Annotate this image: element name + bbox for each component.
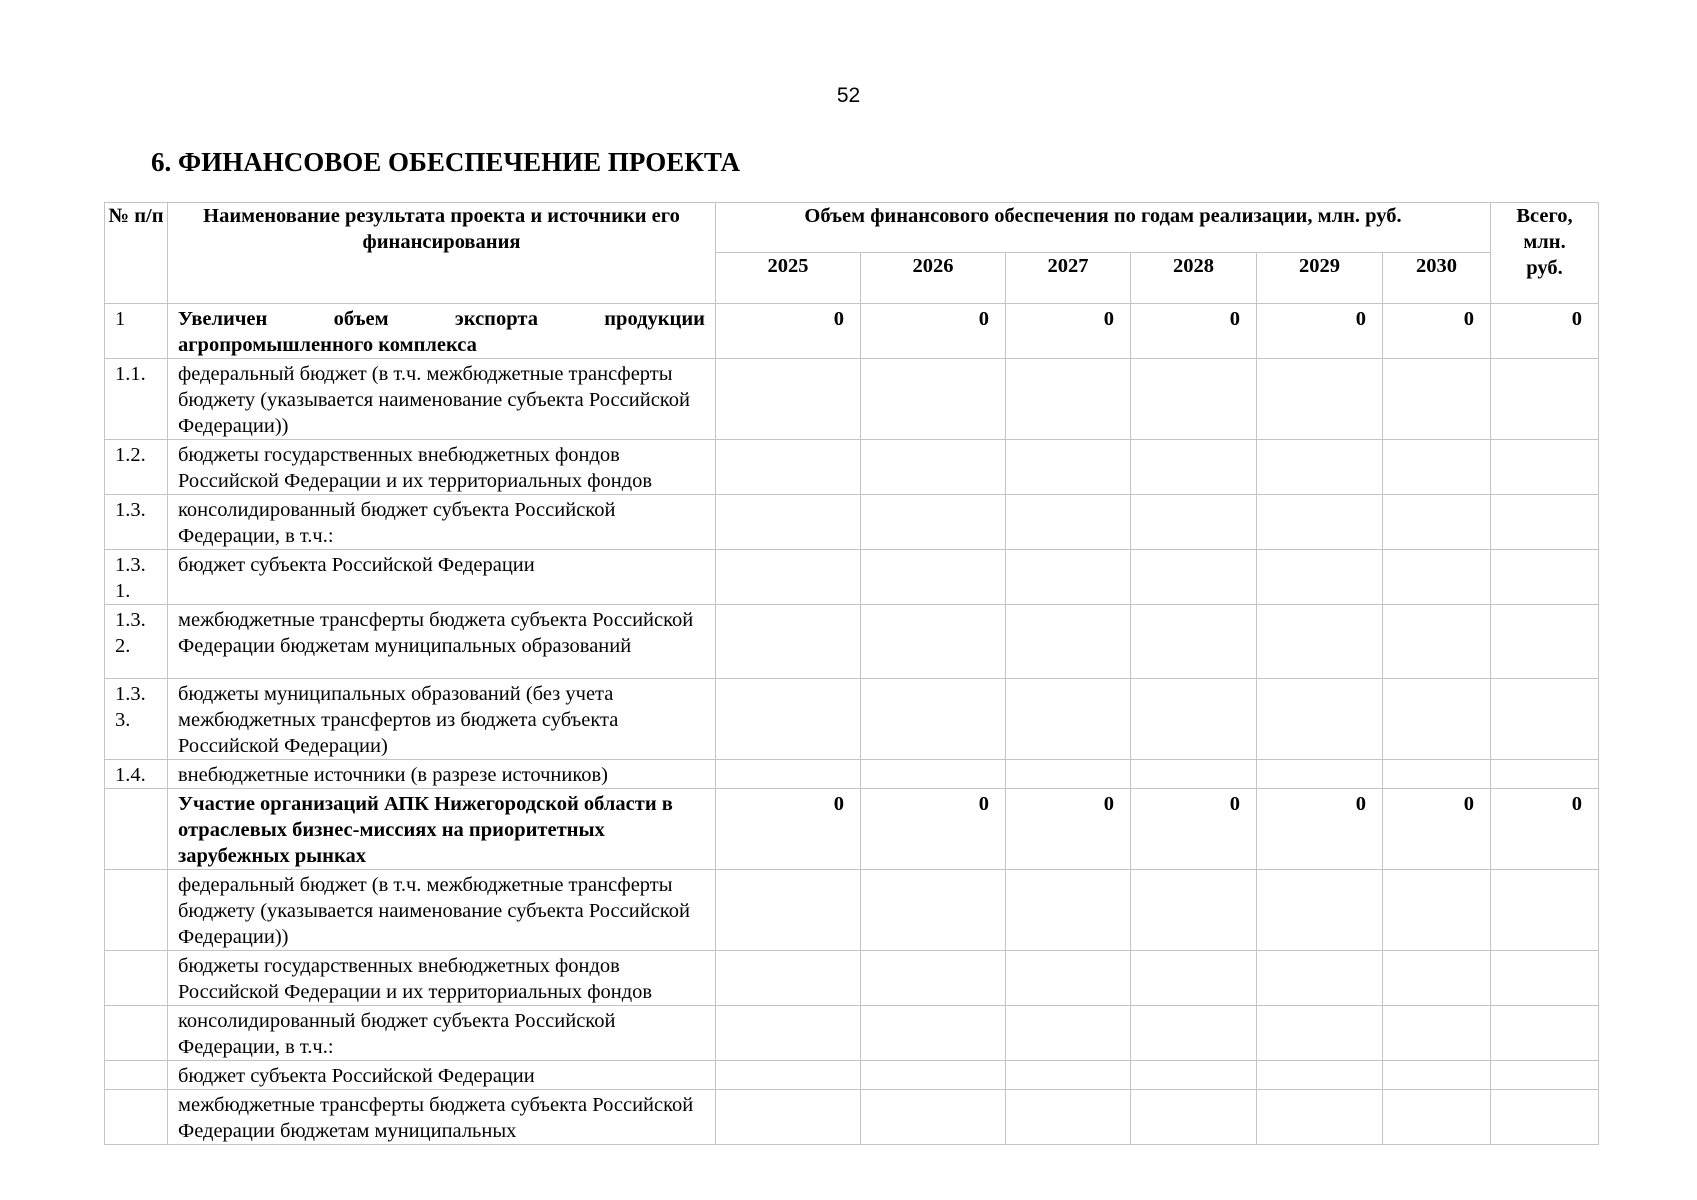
table-body	[105, 304, 1599, 1145]
row-value	[1131, 440, 1257, 495]
row-value	[716, 760, 861, 789]
row-value	[861, 1090, 1006, 1145]
row-value	[1006, 1090, 1131, 1145]
row-value	[1131, 359, 1257, 440]
row-value	[1257, 495, 1383, 550]
row-value	[861, 679, 1006, 760]
row-value	[1383, 760, 1491, 789]
row-value	[716, 605, 861, 679]
row-name: федеральный бюджет (в т.ч. межбюджетные трансферты бюджету (указывается наименование субъекта Российской Федерации))	[168, 870, 716, 951]
row-value	[1257, 550, 1383, 605]
row-total	[1491, 1006, 1599, 1061]
row-value	[1006, 440, 1131, 495]
row-value	[1006, 870, 1131, 951]
row-value	[1257, 760, 1383, 789]
row-value	[861, 440, 1006, 495]
row-total	[1491, 679, 1599, 760]
header-num: № п/п	[105, 203, 168, 304]
row-value	[1383, 1090, 1491, 1145]
row-value	[1131, 760, 1257, 789]
row-name: межбюджетные трансферты бюджета субъекта Российской Федерации бюджетам муниципальных образований	[168, 605, 716, 679]
row-number: 1.3. 2.	[105, 605, 168, 679]
row-value	[716, 870, 861, 951]
row-value	[1383, 605, 1491, 679]
row-total	[1491, 1061, 1599, 1090]
row-total	[1491, 951, 1599, 1006]
table-row	[105, 304, 1599, 359]
row-value	[1006, 951, 1131, 1006]
row-total	[1491, 550, 1599, 605]
row-name: консолидированный бюджет субъекта Российской Федерации, в т.ч.:	[168, 495, 716, 550]
row-value	[1257, 359, 1383, 440]
row-number: 1	[105, 304, 168, 359]
row-value	[1383, 1061, 1491, 1090]
row-number	[105, 1090, 168, 1145]
header-year: 2026	[861, 253, 1006, 304]
row-value: 0	[716, 789, 861, 870]
row-value	[716, 440, 861, 495]
row-value	[861, 550, 1006, 605]
row-total: 0	[1491, 789, 1599, 870]
table-header	[105, 203, 1599, 304]
page-number: 52	[836, 84, 861, 107]
row-value: 0	[861, 304, 1006, 359]
row-value	[1131, 679, 1257, 760]
row-value	[1131, 495, 1257, 550]
row-value	[1257, 951, 1383, 1006]
row-value: 0	[1257, 304, 1383, 359]
header-year: 2028	[1131, 253, 1257, 304]
row-value	[1257, 440, 1383, 495]
row-value	[861, 1061, 1006, 1090]
header-total: Всего, млн. руб.	[1491, 203, 1599, 304]
row-value	[1006, 359, 1131, 440]
section-title: 6. ФИНАНСОВОЕ ОБЕСПЕЧЕНИЕ ПРОЕКТА	[151, 147, 741, 177]
row-value	[1006, 679, 1131, 760]
header-volume: Объем финансового обеспечения по годам реализации, млн. руб.	[716, 203, 1491, 253]
row-value: 0	[1383, 789, 1491, 870]
row-value	[1257, 1061, 1383, 1090]
row-value	[1006, 550, 1131, 605]
row-value	[861, 1006, 1006, 1061]
row-value	[1006, 605, 1131, 679]
row-value	[1131, 605, 1257, 679]
row-total	[1491, 605, 1599, 679]
row-value	[716, 1006, 861, 1061]
row-number: 1.1.	[105, 359, 168, 440]
row-value	[1131, 1006, 1257, 1061]
row-number	[105, 1006, 168, 1061]
table-row	[105, 1006, 1599, 1061]
row-number	[105, 870, 168, 951]
row-value: 0	[716, 304, 861, 359]
row-value	[716, 1090, 861, 1145]
row-name: Участие организаций АПК Нижегородской области в отраслевых бизнес-миссиях на приоритетных зарубежных рынках	[168, 789, 716, 870]
row-number	[105, 1061, 168, 1090]
row-value	[1131, 1061, 1257, 1090]
row-value	[716, 550, 861, 605]
header-year: 2025	[716, 253, 861, 304]
row-value	[861, 359, 1006, 440]
row-value	[1383, 550, 1491, 605]
row-value: 0	[1257, 789, 1383, 870]
row-value	[1383, 679, 1491, 760]
table-row	[105, 550, 1599, 605]
table-row	[105, 359, 1599, 440]
row-value: 0	[1006, 304, 1131, 359]
row-total	[1491, 1090, 1599, 1145]
row-number: 1.3.	[105, 495, 168, 550]
row-name: Увеличен объем экспорта продукции агропромышленного комплекса	[168, 304, 716, 359]
header-year: 2027	[1006, 253, 1131, 304]
row-value	[1257, 679, 1383, 760]
row-total	[1491, 495, 1599, 550]
table-row	[105, 951, 1599, 1006]
table-row	[105, 1061, 1599, 1090]
row-value	[716, 679, 861, 760]
table-row	[105, 870, 1599, 951]
row-value	[1131, 870, 1257, 951]
row-number	[105, 951, 168, 1006]
row-name: бюджет субъекта Российской Федерации	[168, 550, 716, 605]
row-total	[1491, 440, 1599, 495]
table-row	[105, 679, 1599, 760]
row-value	[1131, 951, 1257, 1006]
row-name: бюджеты муниципальных образований (без учета межбюджетных трансфертов из бюджета субъекта Российской Федерации)	[168, 679, 716, 760]
row-value	[1383, 1006, 1491, 1061]
table-row	[105, 760, 1599, 789]
row-name: федеральный бюджет (в т.ч. межбюджетные трансферты бюджету (указывается наименование субъекта Российской Федерации))	[168, 359, 716, 440]
table-row	[105, 605, 1599, 679]
table-row	[105, 789, 1599, 870]
table-row	[105, 495, 1599, 550]
table-row	[105, 440, 1599, 495]
row-name: бюджет субъекта Российской Федерации	[168, 1061, 716, 1090]
row-number: 1.4.	[105, 760, 168, 789]
row-value: 0	[1131, 789, 1257, 870]
row-total: 0	[1491, 304, 1599, 359]
row-value	[861, 870, 1006, 951]
row-value	[716, 951, 861, 1006]
row-value	[716, 359, 861, 440]
row-number: 1.2.	[105, 440, 168, 495]
row-value	[861, 951, 1006, 1006]
row-value	[1257, 605, 1383, 679]
row-value: 0	[861, 789, 1006, 870]
row-value	[861, 605, 1006, 679]
row-total	[1491, 359, 1599, 440]
row-value	[1006, 495, 1131, 550]
row-name: межбюджетные трансферты бюджета субъекта Российской Федерации бюджетам муниципальных	[168, 1090, 716, 1145]
row-value	[1383, 495, 1491, 550]
row-value: 0	[1006, 789, 1131, 870]
row-value: 0	[1383, 304, 1491, 359]
row-value	[1257, 1090, 1383, 1145]
row-value	[1131, 550, 1257, 605]
row-name: бюджеты государственных внебюджетных фондов Российской Федерации и их территориальных фондов	[168, 440, 716, 495]
header-name: Наименование результата проекта и источники его финансирования	[168, 203, 716, 304]
row-value	[716, 495, 861, 550]
row-value	[1131, 1090, 1257, 1145]
financing-table	[104, 202, 1599, 1145]
row-value	[861, 760, 1006, 789]
row-value	[716, 1061, 861, 1090]
row-value	[1006, 1006, 1131, 1061]
table-row	[105, 1090, 1599, 1145]
row-total	[1491, 760, 1599, 789]
row-name: внебюджетные источники (в разрезе источников)	[168, 760, 716, 789]
row-value	[1257, 870, 1383, 951]
row-value	[1257, 1006, 1383, 1061]
row-number	[105, 789, 168, 870]
row-name: бюджеты государственных внебюджетных фондов Российской Федерации и их территориальных фондов	[168, 951, 716, 1006]
row-value	[1383, 870, 1491, 951]
row-value	[1006, 760, 1131, 789]
row-value	[1006, 1061, 1131, 1090]
row-value	[1383, 951, 1491, 1006]
header-year: 2030	[1383, 253, 1491, 304]
row-number: 1.3. 1.	[105, 550, 168, 605]
row-value: 0	[1131, 304, 1257, 359]
row-number: 1.3. 3.	[105, 679, 168, 760]
row-value	[861, 495, 1006, 550]
row-name: консолидированный бюджет субъекта Российской Федерации, в т.ч.:	[168, 1006, 716, 1061]
row-value	[1383, 359, 1491, 440]
header-year: 2029	[1257, 253, 1383, 304]
row-value	[1383, 440, 1491, 495]
row-total	[1491, 870, 1599, 951]
